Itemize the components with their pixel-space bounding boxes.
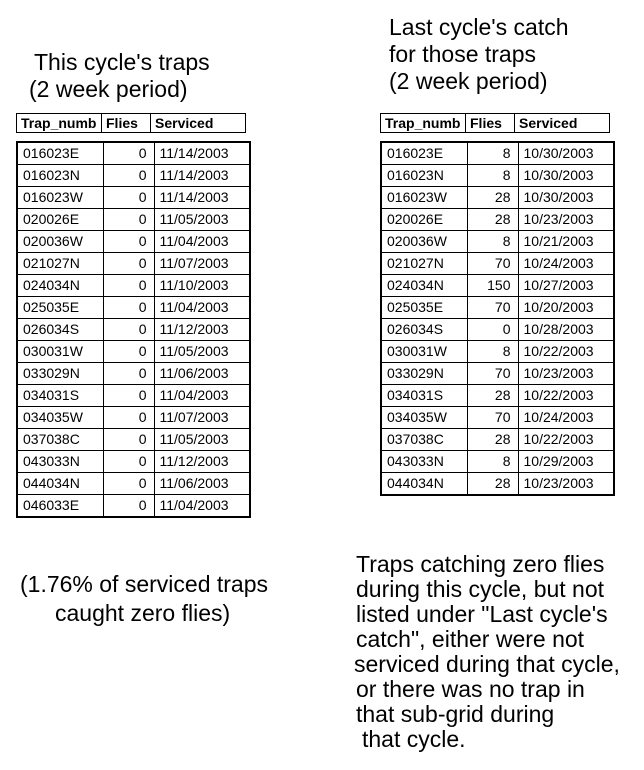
table-row <box>381 253 614 275</box>
serviced-date-cell: 10/23/2003 <box>518 363 614 385</box>
flies-count-cell: 0 <box>103 165 154 187</box>
serviced-date-cell: 11/06/2003 <box>154 363 250 385</box>
flies-count-cell: 0 <box>103 297 154 319</box>
column-header-serviced: Serviced <box>151 114 246 133</box>
trap-number-cell: 020036W <box>381 231 467 253</box>
trap-number-cell: 037038C <box>381 429 467 451</box>
trap-number-cell: 044034N <box>17 473 103 495</box>
table-row <box>381 297 614 319</box>
flies-count-cell: 0 <box>103 231 154 253</box>
trap-number-cell: 034031S <box>17 385 103 407</box>
table-row <box>381 341 614 363</box>
flies-count-cell: 70 <box>467 363 518 385</box>
note-line: during this cycle, but not <box>356 576 605 602</box>
table-row <box>17 297 250 319</box>
column-header-flies: Flies <box>102 114 151 133</box>
serviced-date-cell: 11/04/2003 <box>154 495 250 518</box>
table-row <box>17 363 250 385</box>
column-header-serviced: Serviced <box>515 114 610 133</box>
table-row <box>17 451 250 473</box>
table-row <box>381 231 614 253</box>
table-row <box>381 451 614 473</box>
serviced-date-cell: 10/22/2003 <box>518 385 614 407</box>
serviced-date-cell: 10/20/2003 <box>518 297 614 319</box>
note-line: that cycle. <box>362 726 466 752</box>
trap-number-cell: 025035E <box>381 297 467 319</box>
caption-line-1: (1.76% of serviced traps <box>20 571 269 597</box>
serviced-date-cell: 11/05/2003 <box>154 209 250 231</box>
left-title-line-2: (2 week period) <box>29 76 188 102</box>
trap-number-cell: 034031S <box>381 385 467 407</box>
flies-count-cell: 0 <box>103 429 154 451</box>
trap-number-cell: 021027N <box>381 253 467 275</box>
table-row <box>17 187 250 209</box>
right-title-line-3: (2 week period) <box>389 68 548 94</box>
note-line: listed under "Last cycle's <box>356 601 608 627</box>
serviced-date-cell: 10/24/2003 <box>518 253 614 275</box>
trap-number-cell: 025035E <box>17 297 103 319</box>
table-row <box>17 407 250 429</box>
table-row <box>17 275 250 297</box>
flies-count-cell: 28 <box>467 385 518 407</box>
serviced-date-cell: 11/04/2003 <box>154 297 250 319</box>
serviced-date-cell: 10/29/2003 <box>518 451 614 473</box>
note-line: or there was no trap in <box>356 676 585 702</box>
serviced-date-cell: 11/07/2003 <box>154 253 250 275</box>
trap-number-cell: 026034S <box>17 319 103 341</box>
table-row <box>381 209 614 231</box>
flies-count-cell: 0 <box>103 319 154 341</box>
left-title-line-1: This cycle's traps <box>34 49 210 75</box>
flies-count-cell: 0 <box>103 275 154 297</box>
column-header-trap-number: Trap_numb <box>17 114 102 133</box>
serviced-date-cell: 10/28/2003 <box>518 319 614 341</box>
table-row <box>17 341 250 363</box>
table-row <box>381 473 614 496</box>
column-header-trap-number: Trap_numb <box>381 114 466 133</box>
trap-number-cell: 020026E <box>17 209 103 231</box>
serviced-date-cell: 11/12/2003 <box>154 319 250 341</box>
flies-count-cell: 70 <box>467 253 518 275</box>
table-row <box>381 407 614 429</box>
left-table-column-headers <box>16 113 246 133</box>
serviced-date-cell: 11/14/2003 <box>154 165 250 187</box>
flies-count-cell: 8 <box>467 451 518 473</box>
table-row <box>17 495 250 518</box>
serviced-date-cell: 10/30/2003 <box>518 187 614 209</box>
trap-number-cell: 043033N <box>381 451 467 473</box>
serviced-date-cell: 11/14/2003 <box>154 187 250 209</box>
flies-count-cell: 8 <box>467 341 518 363</box>
table-row <box>17 165 250 187</box>
serviced-date-cell: 10/21/2003 <box>518 231 614 253</box>
explanatory-note <box>356 552 620 752</box>
flies-count-cell: 8 <box>467 165 518 187</box>
serviced-date-cell: 11/12/2003 <box>154 451 250 473</box>
last-cycle-catch-table <box>380 141 615 496</box>
trap-number-cell: 043033N <box>17 451 103 473</box>
flies-count-cell: 28 <box>467 429 518 451</box>
table-row <box>17 209 250 231</box>
trap-number-cell: 020026E <box>381 209 467 231</box>
serviced-date-cell: 10/30/2003 <box>518 165 614 187</box>
right-table-column-headers <box>380 113 610 133</box>
flies-count-cell: 0 <box>103 142 154 165</box>
flies-count-cell: 0 <box>103 253 154 275</box>
table-row <box>381 142 614 165</box>
flies-count-cell: 0 <box>103 495 154 518</box>
serviced-date-cell: 10/30/2003 <box>518 142 614 165</box>
left-table-title <box>29 49 210 103</box>
trap-number-cell: 033029N <box>381 363 467 385</box>
flies-count-cell: 28 <box>467 187 518 209</box>
table-row <box>381 275 614 297</box>
flies-count-cell: 0 <box>103 407 154 429</box>
caption-line-2: caught zero flies) <box>55 600 231 626</box>
trap-number-cell: 034035W <box>381 407 467 429</box>
trap-number-cell: 046033E <box>17 495 103 518</box>
flies-count-cell: 8 <box>467 231 518 253</box>
right-title-line-2: for those traps <box>389 41 537 67</box>
table-row <box>381 429 614 451</box>
this-cycle-traps-table <box>16 141 251 518</box>
table-row <box>17 319 250 341</box>
note-line: serviced during that cycle, <box>354 651 620 677</box>
trap-number-cell: 034035W <box>17 407 103 429</box>
table-row <box>381 165 614 187</box>
header-row <box>381 114 610 133</box>
trap-number-cell: 021027N <box>17 253 103 275</box>
note-line: that sub-grid during <box>356 701 555 727</box>
trap-number-cell: 024034N <box>17 275 103 297</box>
serviced-date-cell: 10/24/2003 <box>518 407 614 429</box>
serviced-date-cell: 11/05/2003 <box>154 341 250 363</box>
trap-number-cell: 026034S <box>381 319 467 341</box>
serviced-date-cell: 10/22/2003 <box>518 341 614 363</box>
table-row <box>17 231 250 253</box>
trap-number-cell: 016023N <box>381 165 467 187</box>
serviced-date-cell: 11/04/2003 <box>154 385 250 407</box>
serviced-date-cell: 11/10/2003 <box>154 275 250 297</box>
right-title-line-1: Last cycle's catch <box>389 14 569 40</box>
table-row <box>381 385 614 407</box>
serviced-date-cell: 10/27/2003 <box>518 275 614 297</box>
trap-number-cell: 016023W <box>381 187 467 209</box>
serviced-date-cell: 11/06/2003 <box>154 473 250 495</box>
table-row <box>17 385 250 407</box>
serviced-date-cell: 10/23/2003 <box>518 473 614 496</box>
trap-number-cell: 030031W <box>17 341 103 363</box>
flies-count-cell: 0 <box>103 341 154 363</box>
note-line: Traps catching zero flies <box>356 551 605 577</box>
flies-count-cell: 0 <box>103 187 154 209</box>
table-row <box>17 429 250 451</box>
serviced-date-cell: 11/14/2003 <box>154 142 250 165</box>
trap-number-cell: 016023E <box>381 142 467 165</box>
trap-number-cell: 037038C <box>17 429 103 451</box>
flies-count-cell: 0 <box>103 385 154 407</box>
flies-count-cell: 70 <box>467 297 518 319</box>
flies-count-cell: 70 <box>467 407 518 429</box>
trap-number-cell: 044034N <box>381 473 467 496</box>
table-row <box>381 363 614 385</box>
trap-number-cell: 030031W <box>381 341 467 363</box>
column-header-flies: Flies <box>466 114 515 133</box>
header-row <box>17 114 246 133</box>
flies-count-cell: 0 <box>103 473 154 495</box>
trap-number-cell: 016023N <box>17 165 103 187</box>
serviced-date-cell: 11/04/2003 <box>154 231 250 253</box>
serviced-date-cell: 11/05/2003 <box>154 429 250 451</box>
flies-count-cell: 0 <box>103 363 154 385</box>
flies-count-cell: 150 <box>467 275 518 297</box>
table-row <box>17 142 250 165</box>
flies-count-cell: 28 <box>467 473 518 496</box>
table-row <box>381 187 614 209</box>
serviced-date-cell: 11/07/2003 <box>154 407 250 429</box>
trap-number-cell: 020036W <box>17 231 103 253</box>
zero-flies-percentage-caption <box>20 570 268 628</box>
trap-number-cell: 033029N <box>17 363 103 385</box>
trap-number-cell: 016023W <box>17 187 103 209</box>
flies-count-cell: 0 <box>103 451 154 473</box>
serviced-date-cell: 10/22/2003 <box>518 429 614 451</box>
flies-count-cell: 0 <box>103 209 154 231</box>
flies-count-cell: 8 <box>467 142 518 165</box>
flies-count-cell: 0 <box>467 319 518 341</box>
flies-count-cell: 28 <box>467 209 518 231</box>
note-line: catch", either were not <box>356 626 585 652</box>
serviced-date-cell: 10/23/2003 <box>518 209 614 231</box>
trap-number-cell: 016023E <box>17 142 103 165</box>
right-table-title <box>389 14 569 95</box>
table-row <box>17 473 250 495</box>
table-row <box>381 319 614 341</box>
trap-number-cell: 024034N <box>381 275 467 297</box>
table-row <box>17 253 250 275</box>
